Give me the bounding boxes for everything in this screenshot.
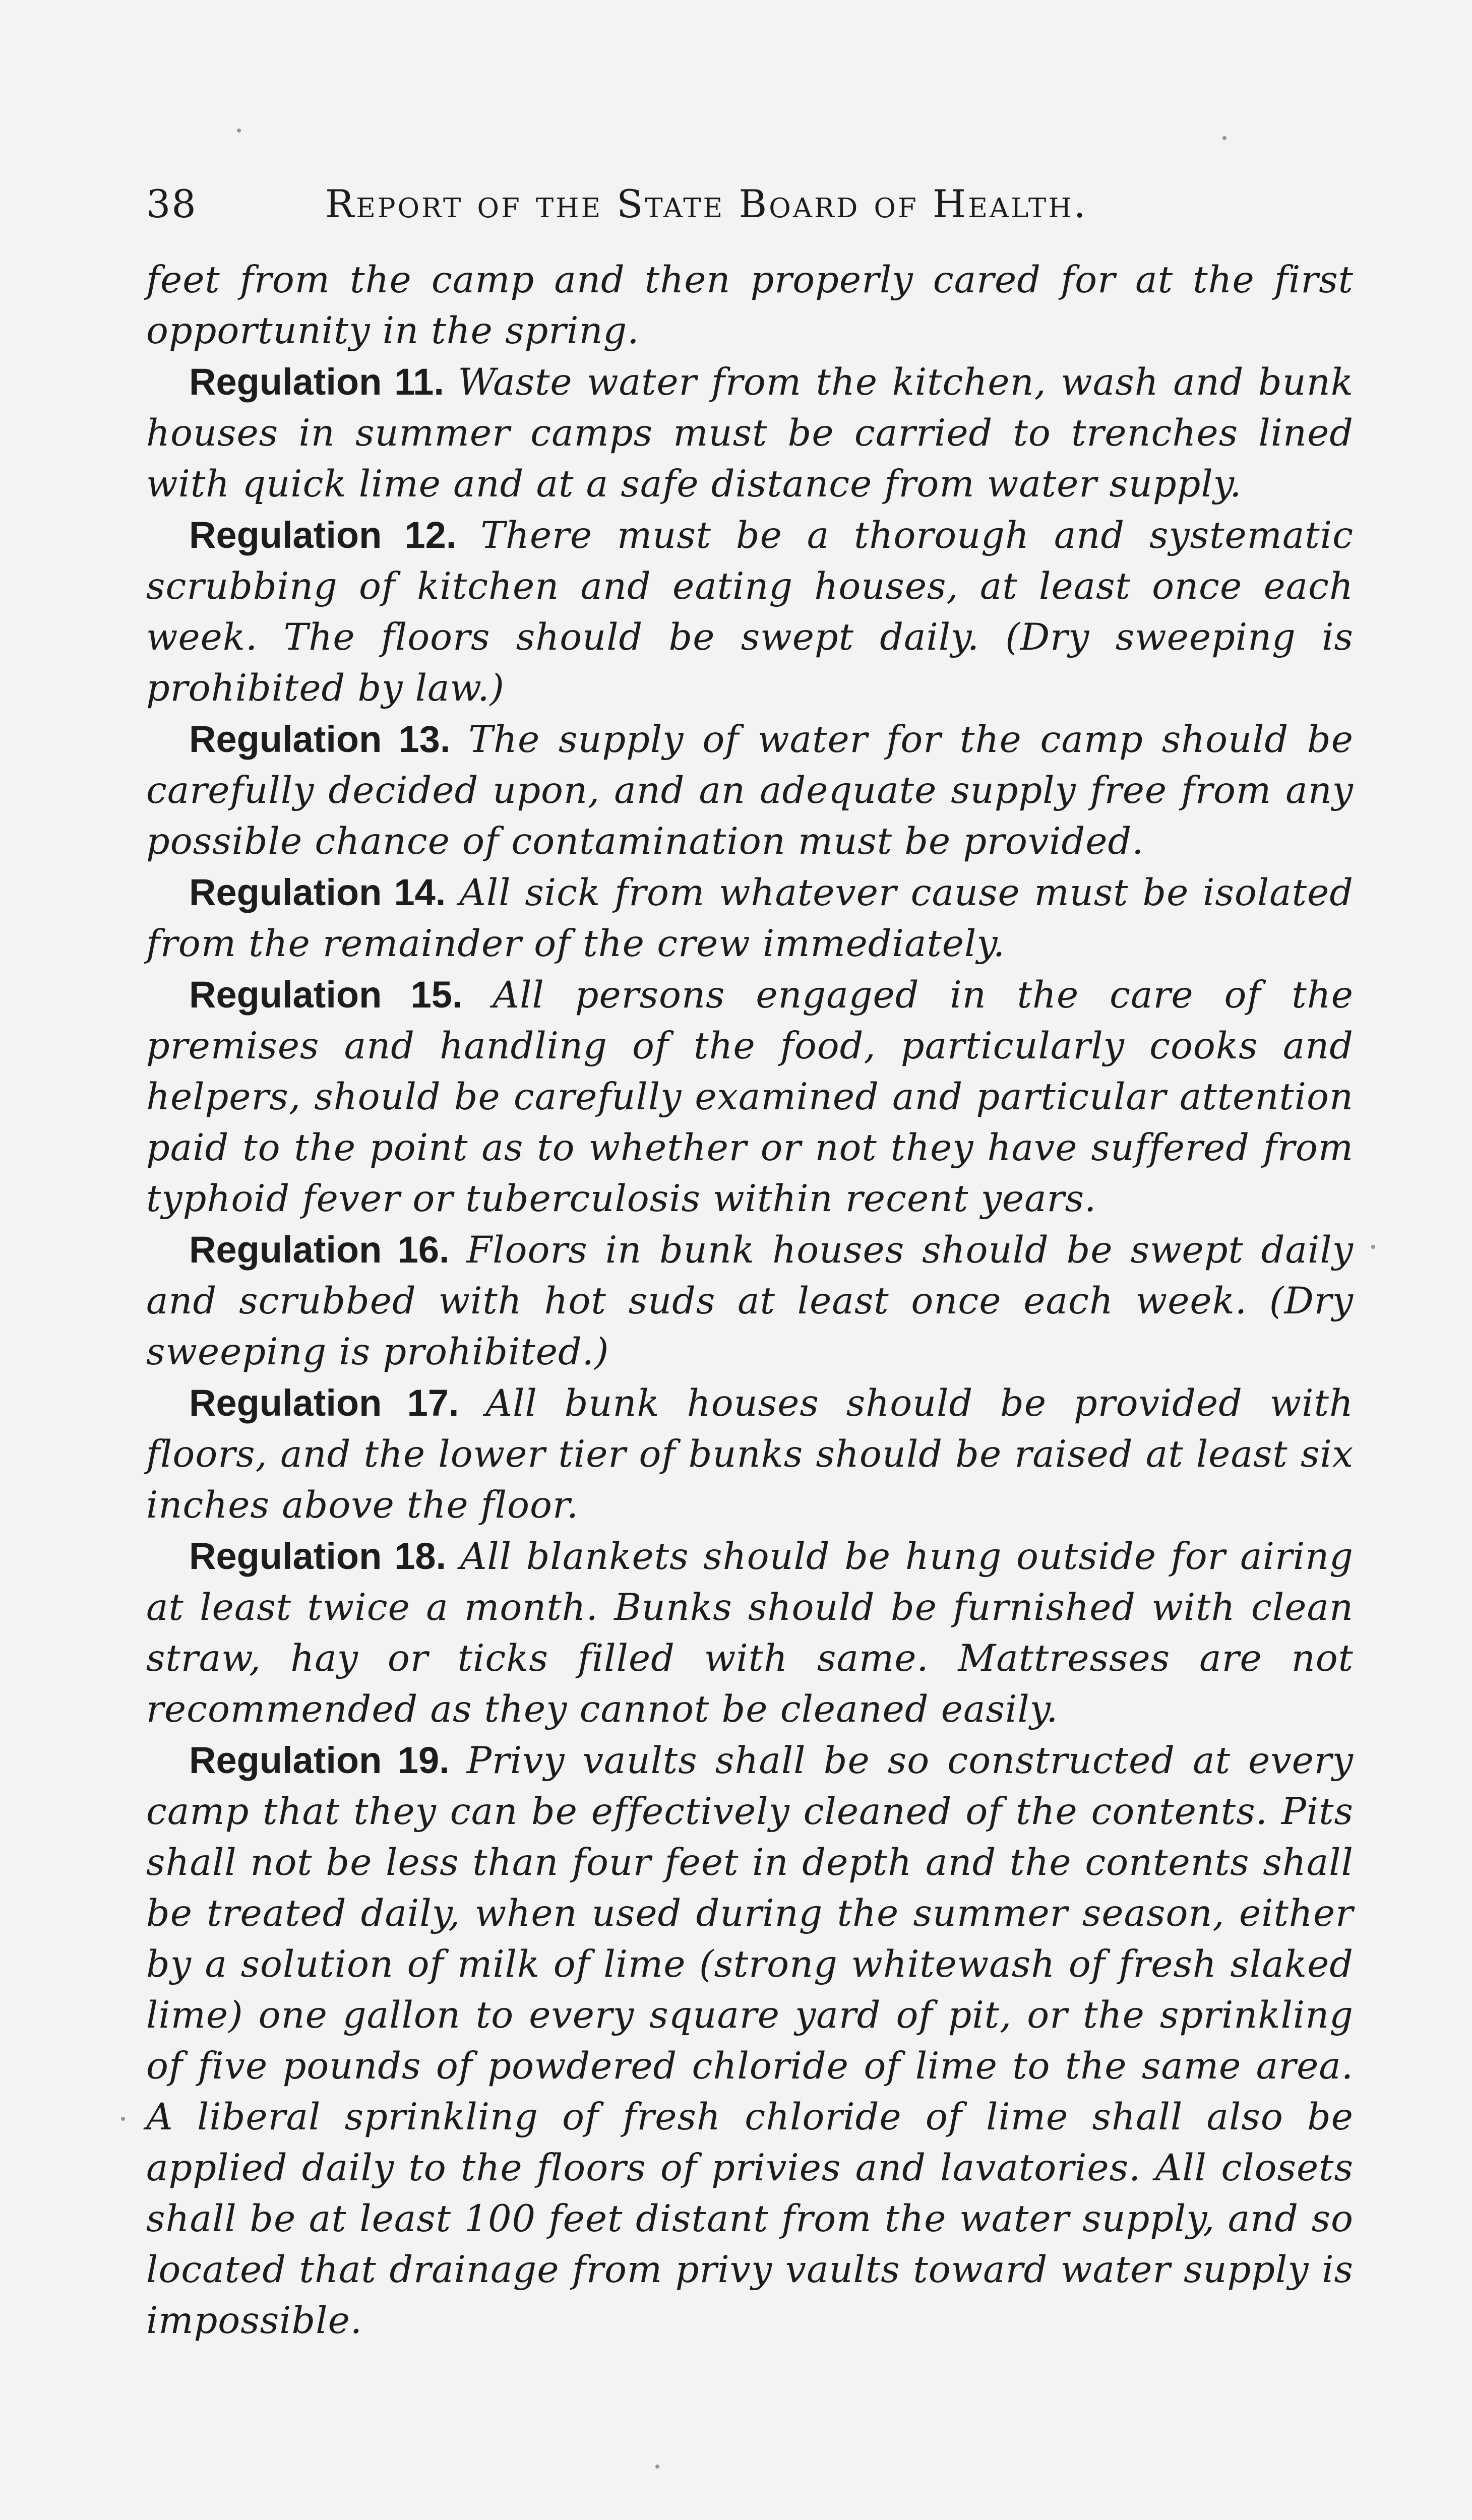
continuation-paragraph: feet from the camp and then properly cared for at the first opportunity in the spring. (146, 259, 1354, 352)
regulation-text: All blankets should be hung outside for airing at least twice a month. Bunks should be furnished with clean straw, hay or ticks filled with same. Mattresses are not recommended as they cannot be cleaned easily. (146, 1535, 1354, 1731)
regulation-17 (146, 1377, 1354, 1531)
regulation-16 (146, 1224, 1354, 1377)
regulation-label: Regulation 17. (189, 1382, 459, 1424)
regulation-19 (146, 1735, 1354, 2346)
regulation-18 (146, 1531, 1354, 1735)
scan-speck (655, 2465, 659, 2469)
regulation-11 (146, 356, 1354, 510)
regulation-label: Regulation 19. (189, 1739, 450, 1781)
regulation-label: Regulation 15. (189, 974, 463, 1016)
scan-speck (237, 129, 241, 133)
regulation-text: The supply of water for the camp should be carefully decided upon, and an adequate supply free from any possible chance of contamination must be provided. (146, 718, 1354, 863)
regulation-label: Regulation 18. (189, 1535, 447, 1577)
page-number: 38 (146, 181, 197, 226)
regulation-label: Regulation 16. (189, 1229, 450, 1271)
regulation-text: All sick from whatever cause must be isolated from the remainder of the crew immediately. (146, 871, 1354, 965)
regulation-text: Privy vaults shall be so constructed at every camp that they can be effectively cleaned of the contents. Pits shall not be less than four feet in depth and the contents shall be treated daily, when used during the summer season, either by a solution of milk of lime (strong whitewash of fresh slaked lime) one gallon to every square yard of pit, or the sprinkling of five pounds of powdered chloride of lime to the same area. A liberal sprinkling of fresh chloride of lime shall also be applied daily to the floors of privies and lavatories. All closets shall be at least 100 feet distant from the water supply, and so located that drainage from privy vaults toward water supply is impossible. (146, 1739, 1354, 2342)
regulation-15 (146, 969, 1354, 1224)
regulation-text: There must be a thorough and systematic scrubbing of kitchen and eating houses, at least once each week. The floors should be swept daily. (Dry sweeping is prohibited by law.) (146, 514, 1354, 710)
scan-speck (1222, 136, 1226, 140)
regulation-label: Regulation 13. (189, 718, 451, 760)
running-title: Report of the State Board of Health. (325, 181, 1088, 226)
regulation-label: Regulation 14. (189, 871, 446, 913)
regulation-label: Regulation 11. (189, 361, 444, 403)
regulation-13 (146, 714, 1354, 867)
regulation-text: All persons engaged in the care of the premises and handling of the food, particularly cooks and helpers, should be carefully examined and particular attention paid to the point as to whether or not they have suffered from typhoid fever or tuberculosis within recent years. (146, 974, 1354, 1220)
scan-speck (121, 2117, 125, 2121)
scan-speck (1371, 1245, 1375, 1249)
page-header (146, 174, 1356, 234)
body-text (146, 255, 1354, 2346)
regulation-label: Regulation 12. (189, 514, 457, 556)
regulation-text: Waste water from the kitchen, wash and bunk houses in summer camps must be carried to trenches lined with quick lime and at a safe distance from water supply. (146, 361, 1354, 506)
regulation-text: All bunk houses should be provided with floors, and the lower tier of bunks should be raised at least six inches above the floor. (146, 1382, 1354, 1527)
regulation-text: Floors in bunk houses should be swept daily and scrubbed with hot suds at least once each week. (Dry sweeping is prohibited.) (146, 1229, 1354, 1373)
regulation-12 (146, 510, 1354, 714)
regulation-14 (146, 867, 1354, 969)
